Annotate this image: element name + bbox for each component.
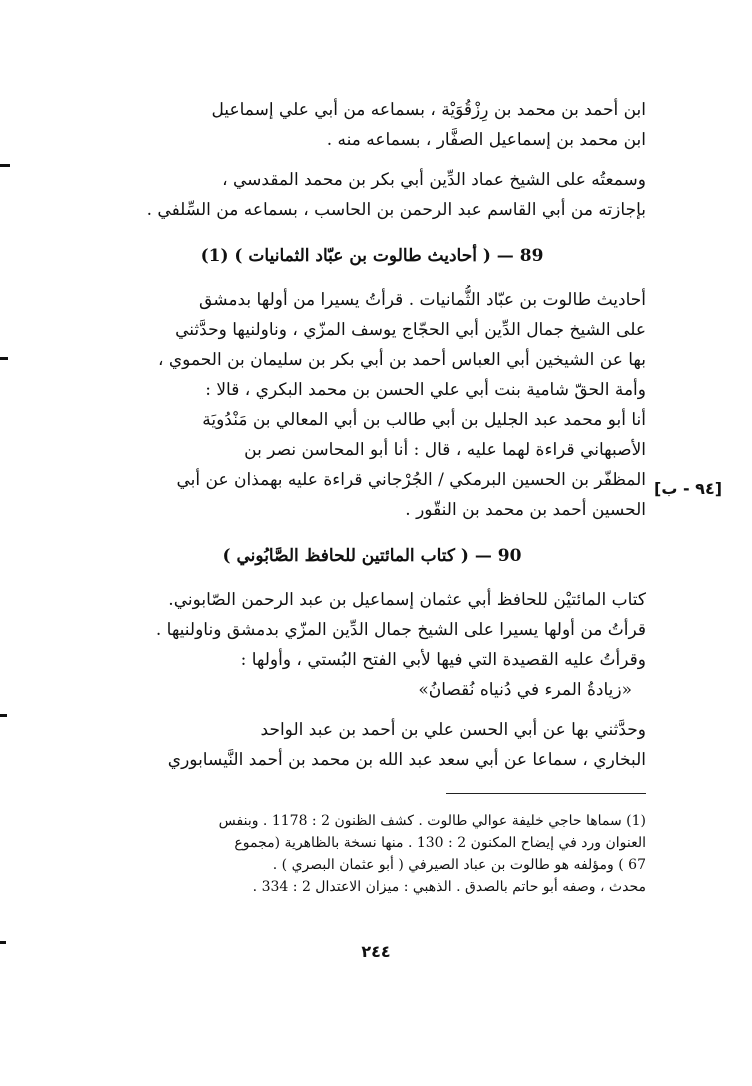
- section-89-paragraph: [98, 285, 646, 525]
- footnote-line: (1) سماها حاجي خليفة عوالي طالوت . كشف الظنون 2 : 1178 . وبنفس: [218, 813, 646, 829]
- page-body: [98, 95, 646, 898]
- text-line: وحدَّثني بها عن أبي الحسن علي بن أحمد بن عبد الواحد: [260, 720, 646, 740]
- text-line: وسمعتُه على الشيخ عماد الدِّين أبي بكر بن محمد المقدسي ،: [222, 170, 646, 190]
- footnote-divider: [446, 793, 646, 794]
- text-line: كتاب المائتيْن للحافظ أبي عثمان إسماعيل بن عبد الرحمن الصّابوني.: [168, 590, 646, 610]
- text-line: الحسين أحمد بن محمد بن النقّور .: [405, 500, 646, 520]
- text-line: أحاديث طالوت بن عبّاد الثُّمانيات . قرأتُ يسيرا من أولها بدمشق: [199, 290, 646, 310]
- footnote-line: 67 ) ومؤلفه هو طالوت بن عباد الصيرفي ( أبو عثمان البصري ) .: [272, 857, 646, 873]
- margin-folio-note: [٩٤ - ب]: [654, 479, 723, 498]
- text-line: قرأتُ من أولها يسيرا على الشيخ جمال الدِّين المزّي بدمشق وناولنيها .: [155, 620, 646, 640]
- text-line: أنا أبو محمد عبد الجليل بن أبي طالب بن أبي المعالي بن مَنْدُويَة: [202, 410, 646, 430]
- intro-paragraph: [98, 95, 646, 155]
- page-number: ٢٤٤: [361, 942, 391, 961]
- verse-line: «زيادةُ المرء في دُنياه نُقصانُ»: [418, 680, 632, 700]
- text-line: على الشيخ جمال الدِّين أبي الحجّاج يوسف المزّي ، وناولنيها وحدَّثني: [175, 320, 646, 340]
- text-line: بها عن الشيخين أبي العباس أحمد بن أبي بكر بن سليمان بن الحموي ،: [157, 350, 646, 370]
- edge-mark: [0, 357, 8, 360]
- section-90-paragraph-2: [98, 715, 646, 775]
- text-line: بإجازته من أبي القاسم عبد الرحمن بن الحاسب ، بسماعه من السِّلفي .: [146, 200, 646, 220]
- edge-mark: [0, 714, 7, 717]
- edge-mark: [0, 164, 10, 167]
- edge-mark: [0, 941, 6, 944]
- text-line: المظفّر بن الحسين البرمكي / الجُرْجاني قراءة عليه بهمذان عن أبي: [176, 470, 646, 490]
- text-line: وأمة الحقّ شامية بنت أبي علي الحسن بن محمد البكري ، قالا :: [205, 380, 646, 400]
- section-90-heading: 90 — ( كتاب المائتين للحافظ الصَّابُوني ): [222, 546, 522, 566]
- footnote-line: العنوان ورد في إيضاح المكنون 2 : 130 . منها نسخة بالظاهرية (مجموع: [234, 835, 646, 851]
- text-line: البخاري ، سماعا عن أبي سعد عبد الله بن محمد بن أحمد النَّيسابوري: [167, 750, 646, 770]
- footnote-line: محدث ، وصفه أبو حاتم بالصدق . الذهبي : ميزان الاعتدال 2 : 334 .: [252, 879, 646, 895]
- text-line: الأصبهاني قراءة لهما عليه ، قال : أنا أبو المحاسن نصر بن: [244, 440, 646, 460]
- text-line: ابن محمد بن إسماعيل الصفَّار ، بسماعه منه .: [326, 130, 646, 150]
- section-89-heading: 89 — ( أحاديث طالوت بن عبّاد الثمانيات ) (1): [200, 246, 544, 266]
- intro-paragraph-2: [98, 165, 646, 225]
- footnote: [98, 810, 646, 898]
- text-line: وقرأتُ عليه القصيدة التي فيها لأبي الفتح البُستي ، وأولها :: [240, 650, 646, 670]
- text-line: ابن أحمد بن محمد بن رِزْقُوَيْة ، بسماعه من أبي علي إسماعيل: [211, 100, 646, 120]
- section-90-paragraph: [98, 585, 646, 705]
